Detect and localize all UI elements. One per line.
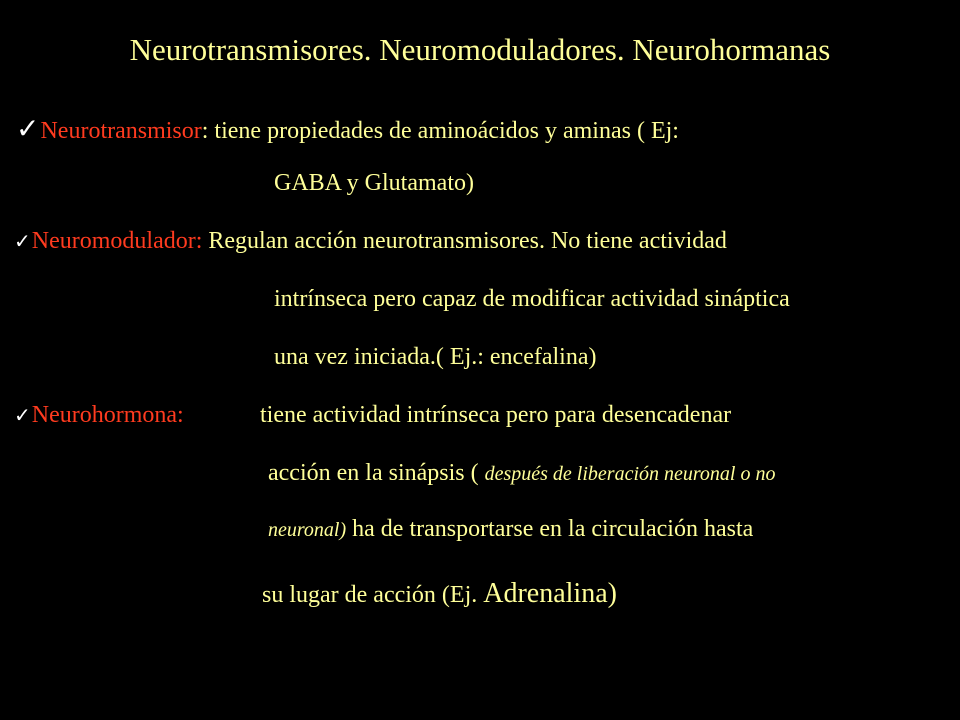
item-neuromodulador-line-1: [14, 228, 727, 255]
item-neurotransmisor-line-1: [16, 112, 679, 145]
example-adrenalina: Adrenalina): [483, 578, 617, 609]
item-neurohormona-line-2: [268, 460, 776, 487]
check-icon: ✓: [14, 403, 31, 427]
item-neurotransmisor-line-2: GABA y Glutamato): [274, 170, 474, 196]
definition-text: Regulan acción neurotransmisores. No tiene actividad: [202, 228, 727, 254]
term-neurohormona: Neurohormona:: [31, 402, 184, 428]
definition-text: ha de transportarse en la circulación hasta: [346, 516, 754, 542]
definition-text: acción en la sinápsis (: [268, 460, 485, 486]
term-neuromodulador: Neuromodulador:: [31, 228, 203, 254]
item-neurohormona-line-4: [262, 578, 617, 610]
item-neuromodulador-line-2: intrínseca pero capaz de modificar actividad sináptica: [274, 286, 790, 312]
check-icon: ✓: [14, 229, 31, 253]
italic-note: después de liberación neuronal o no: [484, 463, 776, 485]
slide-title: Neurotransmisores. Neuromoduladores. Neurohormanas: [129, 32, 831, 67]
definition-text: su lugar de acción (Ej.: [262, 582, 484, 608]
item-neuromodulador-line-3: una vez iniciada.( Ej.: encefalina): [274, 344, 597, 370]
item-neurohormona-line-3: [268, 516, 753, 543]
item-neurohormona-line-1: [14, 402, 184, 429]
italic-note: neuronal): [268, 519, 347, 541]
term-neurotransmisor: Neurotransmisor: [40, 118, 202, 144]
check-icon: ✓: [16, 112, 40, 145]
item-neurohormona-definition-1: tiene actividad intrínseca pero para desencadenar: [260, 402, 732, 428]
definition-text: : tiene propiedades de aminoácidos y aminas ( Ej:: [201, 118, 679, 144]
